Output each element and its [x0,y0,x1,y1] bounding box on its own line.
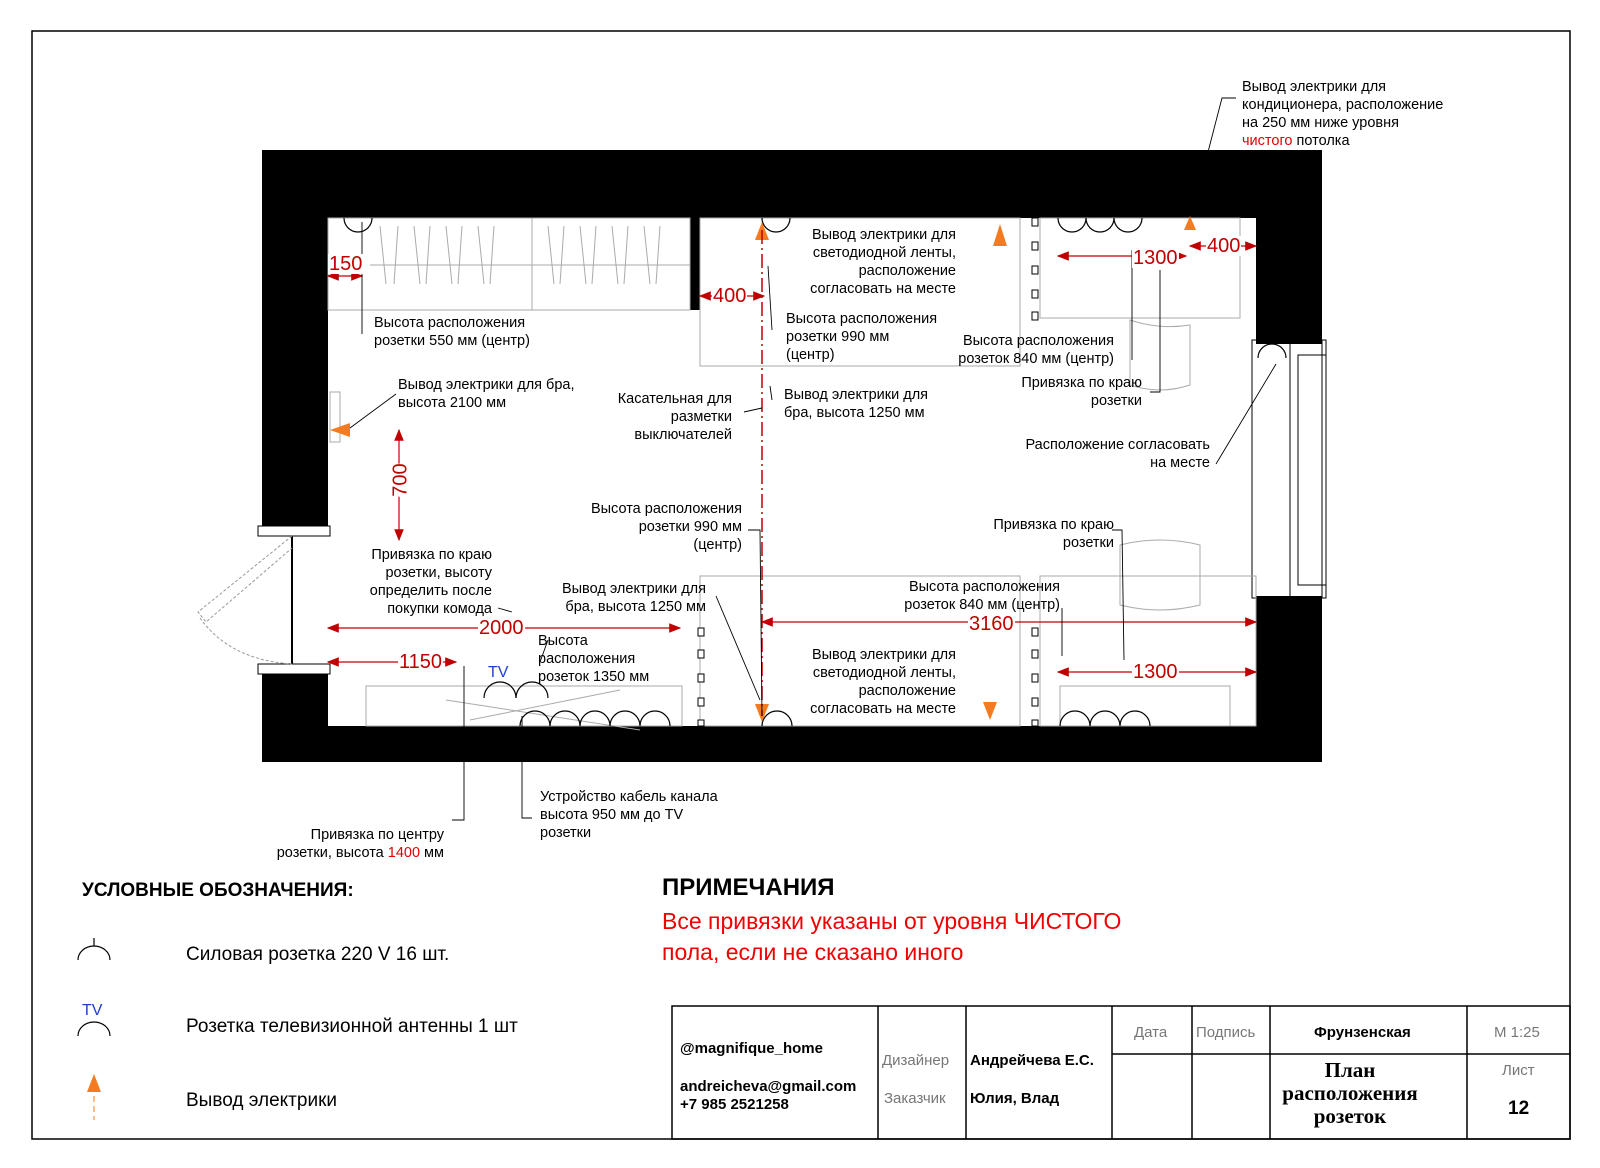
dim-150: 150 [329,253,363,275]
electrical-outlet-arrow-icon [87,1074,101,1092]
tv-socket-icon [78,1022,110,1036]
dim-400-right: 400 [1207,235,1241,257]
legend-arrow [87,1074,101,1120]
tv-mark: TV [488,664,509,681]
title-block-grid [672,1006,1570,1139]
note-bra-2100: Вывод электрики для бра, высота 2100 мм [398,377,575,411]
tb-sheet-title: План расположения розеток [1282,1058,1418,1128]
power-socket-icon [78,946,110,960]
tb-client-label: Заказчик [884,1090,946,1107]
tb-email: andreicheva@gmail.com [680,1078,857,1095]
legend-tv-mark: TV [82,1002,103,1019]
power-socket-icon [1060,711,1090,726]
note-ac-outlet: Вывод электрики для кондиционера, расположение на 250 мм ниже уровня чистого потолка [1242,79,1444,149]
note-led-top: Вывод электрики для светодиодной ленты, расположение согласовать на месте [810,227,956,297]
note-sockets-840-bottom: Высота расположения розеток 840 мм (центр) [904,579,1060,613]
note-socket-990-mid: Высота расположения розетки 990 мм (центр) [590,501,742,553]
note-sockets-1350: Высота расположения розеток 1350 мм [538,633,650,685]
notes-title: ПРИМЕЧАНИЯ [662,874,835,901]
tb-designer: Андрейчева Е.С. [970,1052,1094,1069]
electrical-outlet-arrow-icon [993,224,1007,246]
power-socket-icon [1114,218,1142,232]
power-socket-icon [610,711,640,726]
note-cable-channel: Устройство кабель канала высота 950 мм до TV розетки [540,789,718,841]
tb-scale: М 1:25 [1494,1024,1540,1041]
power-socket-icon [520,711,550,726]
dim-1300-bottom: 1300 [1133,661,1178,683]
power-socket-icon [1090,711,1120,726]
notes-text: Все привязки указаны от уровня ЧИСТОГО пола, если не сказано иного [662,908,1122,965]
note-bra-1250-top: Вывод электрики для бра, высота 1250 мм [784,387,929,421]
dim-700: 700 [389,463,412,497]
window [1252,340,1326,598]
legend-power-socket: Силовая розетка 220 V 16 шт. [186,944,450,965]
tb-project: Фрунзенская [1314,1024,1411,1041]
note-sockets-840-top: Высота расположения розеток 840 мм (центр) [958,333,1114,367]
note-tangent-switches: Касательная для разметки выключателей [617,391,732,443]
tb-signature-label: Подпись [1196,1024,1256,1041]
power-socket-icon [1120,711,1150,726]
tb-date-label: Дата [1134,1024,1168,1041]
dim-1150: 1150 [399,651,443,673]
door [198,526,330,674]
note-socket-550: Высота расположения розетки 550 мм (центр) [374,315,530,349]
tv-socket-icon [484,682,516,698]
dim-1300-top: 1300 [1133,247,1178,269]
note-center-ref: Привязка по центру розетки, высота 1400 мм [276,827,444,861]
power-socket-icon [640,711,670,726]
dim-3160: 3160 [969,613,1014,635]
tb-client: Юлия, Влад [970,1090,1060,1107]
tb-instagram: @magnifique_home [680,1040,823,1057]
tb-designer-label: Дизайнер [882,1052,950,1069]
legend-icons [78,938,110,1036]
tb-phone: +7 985 2521258 [680,1096,789,1113]
power-socket-icon [580,711,610,726]
tb-sheet-number: 12 [1508,1098,1530,1119]
note-bra-1250-bottom: Вывод электрики для бра, высота 1250 мм [561,581,706,615]
legend-electrical-outlet: Вывод электрики [186,1090,337,1111]
note-edge-ref-right: Привязка по краю розетки [993,517,1114,551]
power-socket-icon [344,218,372,232]
note-edge-ref-top: Привязка по краю розетки [1021,375,1142,409]
power-socket-icon [1058,218,1086,232]
electrical-outlet-arrow-icon [983,702,997,720]
power-socket-icon [1086,218,1114,232]
power-socket-icon [762,218,790,232]
note-edge-ref-left: Привязка по краю розетки, высоту определить после покупки комода [369,547,492,617]
legend-tv-socket: Розетка телевизионной антенны 1 шт [186,1016,518,1037]
note-agree-on-site: Расположение согласовать на месте [1025,437,1210,471]
power-socket-icon [1258,344,1286,358]
dim-400-left: 400 [713,285,747,307]
legend-title: УСЛОВНЫЕ ОБОЗНАЧЕНИЯ: [82,880,354,901]
note-led-bottom: Вывод электрики для светодиодной ленты, расположение согласовать на месте [810,647,956,717]
tb-sheet-label: Лист [1502,1062,1535,1079]
note-socket-990-top: Высота расположения розетки 990 мм (центр) [786,311,938,363]
dim-2000: 2000 [479,617,524,639]
